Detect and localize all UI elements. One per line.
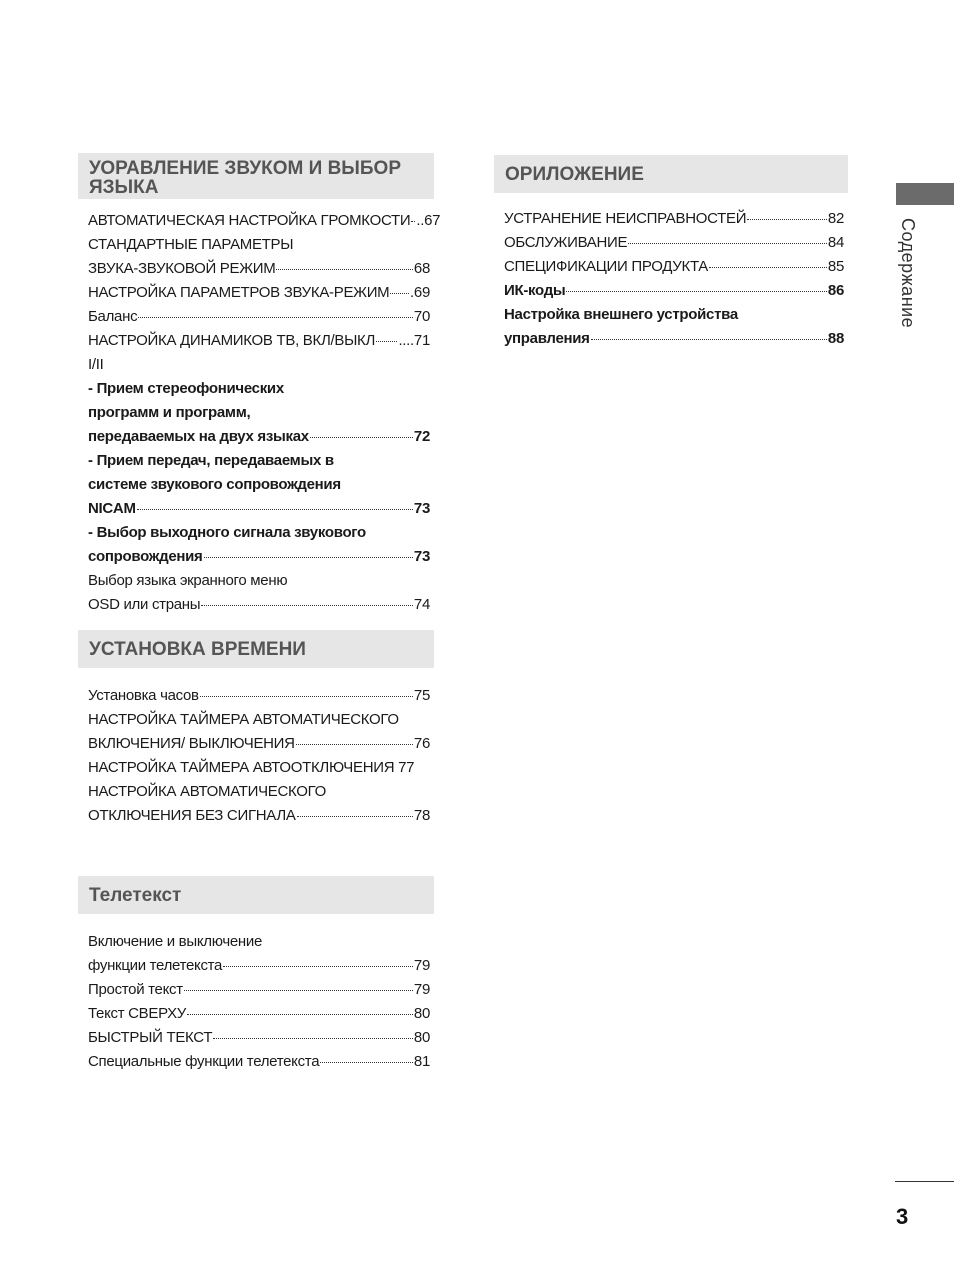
toc-page-number: 74	[413, 596, 430, 613]
toc-entry	[88, 978, 430, 1002]
toc-entry	[88, 377, 430, 449]
dot-leader	[276, 269, 412, 270]
toc-entry-line	[88, 233, 430, 257]
toc-entry-text: - Прием стереофонических	[88, 380, 284, 397]
section-heading: ОРИЛОЖЕНИЕ	[494, 155, 848, 193]
toc-entry	[504, 255, 844, 279]
toc-entry-text: СПЕЦИФИКАЦИИ ПРОДУКТА	[504, 258, 709, 275]
toc-entry	[88, 329, 430, 353]
toc-entry	[88, 1002, 430, 1026]
toc-page-number: 79	[413, 981, 430, 998]
toc-entry-line	[504, 327, 844, 351]
dot-leader	[709, 267, 827, 268]
dot-leader	[411, 221, 415, 222]
toc-entry-text: ВКЛЮЧЕНИЯ/ ВЫКЛЮЧЕНИЯ	[88, 735, 295, 752]
dot-leader	[184, 990, 413, 991]
toc-entry	[88, 233, 430, 281]
dot-leader	[310, 437, 413, 438]
toc-entry	[504, 207, 844, 231]
toc-page-number: 72	[413, 428, 430, 445]
toc-entry-text: I/II	[88, 356, 104, 373]
toc-entry-line	[504, 303, 844, 327]
toc-entry-line	[88, 425, 430, 449]
dot-leader	[187, 1014, 413, 1015]
toc-entry-line	[88, 257, 430, 281]
toc-entry	[88, 708, 430, 756]
toc-entry-line	[504, 207, 844, 231]
toc-entry-text: Включение и выключение	[88, 933, 263, 950]
footer-rule	[895, 1181, 954, 1182]
section-entries	[78, 668, 434, 828]
section-entries	[78, 199, 441, 617]
toc-page-number: ..67	[416, 212, 441, 229]
toc-right-column	[494, 155, 848, 351]
toc-entry-text: Простой текст	[88, 981, 183, 998]
toc-entry-line	[88, 1050, 430, 1074]
dot-leader	[296, 744, 413, 745]
toc-page-number: ....71	[398, 332, 430, 349]
toc-page-number: 78	[413, 807, 430, 824]
dot-leader	[138, 317, 413, 318]
toc-entry-line	[88, 497, 430, 521]
toc-section-teletext	[78, 876, 434, 1074]
toc-page-number: 86	[827, 282, 844, 299]
section-entries	[78, 914, 434, 1074]
toc-entry	[88, 569, 430, 617]
toc-entry-line	[88, 305, 430, 329]
dot-leader	[201, 605, 413, 606]
toc-entry-text: СТАНДАРТНЫЕ ПАРАМЕТРЫ	[88, 236, 294, 253]
dot-leader	[204, 557, 413, 558]
dot-leader	[320, 1062, 413, 1063]
toc-entry-line	[88, 756, 430, 780]
section-heading: УОРАВЛЕНИЕ ЗВУКОМ И ВЫБОР ЯЗЫКА	[78, 153, 434, 199]
toc-entry-text: Баланс	[88, 308, 138, 325]
toc-entry-text: НАСТРОЙКА ТАЙМЕРА АВТООТКЛЮЧЕНИЯ 77	[88, 759, 415, 776]
toc-left-column	[78, 153, 441, 1074]
toc-entry	[504, 231, 844, 255]
toc-page-number: 88	[827, 330, 844, 347]
dot-leader	[297, 816, 413, 817]
toc-page-number: 79	[413, 957, 430, 974]
toc-entry-text: программ и программ,	[88, 404, 251, 421]
toc-page-number: 73	[413, 500, 430, 517]
toc-page-number: 80	[413, 1005, 430, 1022]
toc-page-number: 68	[413, 260, 430, 277]
toc-entry-text: Текст СВЕРХУ	[88, 1005, 187, 1022]
toc-entry-text: - Прием передач, передаваемых в	[88, 452, 334, 469]
section-heading: УСТАНОВКА ВРЕМЕНИ	[78, 630, 434, 668]
toc-entry-line	[88, 732, 430, 756]
toc-entry	[88, 281, 430, 305]
toc-entry-line	[88, 329, 430, 353]
page-number: 3	[896, 1204, 909, 1229]
toc-entry	[88, 930, 430, 978]
toc-entry-line	[88, 449, 430, 473]
toc-entry	[504, 279, 844, 303]
chapter-side-label: Содержание	[898, 218, 918, 329]
toc-entry-text: НАСТРОЙКА ТАЙМЕРА АВТОМАТИЧЕСКОГО	[88, 711, 399, 728]
dot-leader	[137, 509, 413, 510]
toc-entry-text: АВТОМАТИЧЕСКАЯ НАСТРОЙКА ГРОМКОСТИ	[88, 212, 411, 229]
dot-leader	[747, 219, 827, 220]
toc-page-number: .69	[410, 284, 430, 301]
toc-page-number: 75	[413, 687, 430, 704]
toc-entry-line	[88, 978, 430, 1002]
toc-entry-text: передаваемых на двух языках	[88, 428, 309, 445]
toc-entry-text: НАСТРОЙКА ДИНАМИКОВ ТВ, ВКЛ/ВЫКЛ	[88, 332, 376, 349]
toc-entry-line	[88, 209, 441, 233]
dot-leader	[390, 293, 409, 294]
toc-section-time	[78, 630, 434, 828]
toc-entry-text: УСТРАНЕНИЕ НЕИСПРАВНОСТЕЙ	[504, 210, 747, 227]
toc-page-number: 85	[827, 258, 844, 275]
toc-entry-text: Настройка внешнего устройства	[504, 306, 738, 323]
dot-leader	[223, 966, 413, 967]
toc-page-number: 82	[827, 210, 844, 227]
toc-entry	[88, 1026, 430, 1050]
toc-entry-line	[88, 377, 430, 401]
section-heading: Телетекст	[78, 876, 434, 914]
toc-entry-line	[504, 231, 844, 255]
toc-entry-line	[88, 569, 430, 593]
chapter-tab-marker	[896, 183, 954, 205]
toc-entry-line	[88, 1002, 430, 1026]
toc-entry-text: ОТКЛЮЧЕНИЯ БЕЗ СИГНАЛА	[88, 807, 296, 824]
toc-entry-line	[88, 473, 430, 497]
toc-entry-line	[88, 593, 430, 617]
toc-entry-line	[504, 255, 844, 279]
toc-entry-line	[88, 954, 430, 978]
toc-entry-text: NICAM	[88, 500, 136, 517]
toc-entry-text: НАСТРОЙКА АВТОМАТИЧЕСКОГО	[88, 783, 326, 800]
toc-page-number: 81	[413, 1053, 430, 1070]
toc-section-appendix	[494, 155, 848, 351]
dot-leader	[213, 1038, 413, 1039]
toc-entry-line	[88, 401, 430, 425]
toc-section-sound	[78, 153, 441, 617]
toc-entry	[504, 303, 844, 351]
toc-entry-line	[88, 780, 430, 804]
toc-page-number: 84	[827, 234, 844, 251]
toc-entry	[88, 1050, 430, 1074]
toc-entry-line	[88, 545, 430, 569]
toc-entry	[88, 209, 441, 233]
dot-leader	[200, 696, 413, 697]
section-entries	[494, 193, 848, 351]
toc-entry-text: управления	[504, 330, 590, 347]
toc-page-number: 80	[413, 1029, 430, 1046]
toc-entry-text: сопровождения	[88, 548, 203, 565]
toc-entry-line	[88, 281, 430, 305]
dot-leader	[376, 341, 397, 342]
toc-entry-text: системе звукового сопровождения	[88, 476, 341, 493]
toc-entry-line	[504, 279, 844, 303]
dot-leader	[591, 339, 827, 340]
toc-entry-line	[88, 684, 430, 708]
toc-entry-text: функции телетекста	[88, 957, 223, 974]
toc-entry-line	[88, 521, 430, 545]
toc-page-number: 76	[413, 735, 430, 752]
toc-entry-line	[88, 930, 430, 954]
toc-entry-text: НАСТРОЙКА ПАРАМЕТРОВ ЗВУКА-РЕЖИМ	[88, 284, 390, 301]
toc-entry-text: Установка часов	[88, 687, 199, 704]
toc-entry-line	[88, 708, 430, 732]
toc-page-number: 70	[413, 308, 430, 325]
toc-entry-text: OSD или страны	[88, 596, 201, 613]
dot-leader	[566, 291, 826, 292]
toc-entry-text: ЗВУКА-ЗВУКОВОЙ РЕЖИМ	[88, 260, 276, 277]
toc-page-number: 73	[413, 548, 430, 565]
dot-leader	[628, 243, 827, 244]
toc-entry-text: БЫСТРЫЙ ТЕКСТ	[88, 1029, 213, 1046]
toc-entry-text: Выбор языка экранного меню	[88, 572, 288, 589]
toc-entry-line	[88, 1026, 430, 1050]
toc-entry	[88, 353, 430, 377]
toc-entry	[88, 684, 430, 708]
toc-entry	[88, 449, 430, 521]
toc-entry-line	[88, 804, 430, 828]
toc-entry	[88, 521, 430, 569]
toc-entry-text: Специальные функции телетекста	[88, 1053, 320, 1070]
toc-entry	[88, 756, 430, 780]
toc-entry-text: ОБСЛУЖИВАНИЕ	[504, 234, 628, 251]
toc-entry-line	[88, 353, 430, 377]
toc-entry-text: ИК-коды	[504, 282, 566, 299]
toc-entry	[88, 780, 430, 828]
toc-entry-text: - Выбор выходного сигнала звукового	[88, 524, 366, 541]
toc-entry	[88, 305, 430, 329]
